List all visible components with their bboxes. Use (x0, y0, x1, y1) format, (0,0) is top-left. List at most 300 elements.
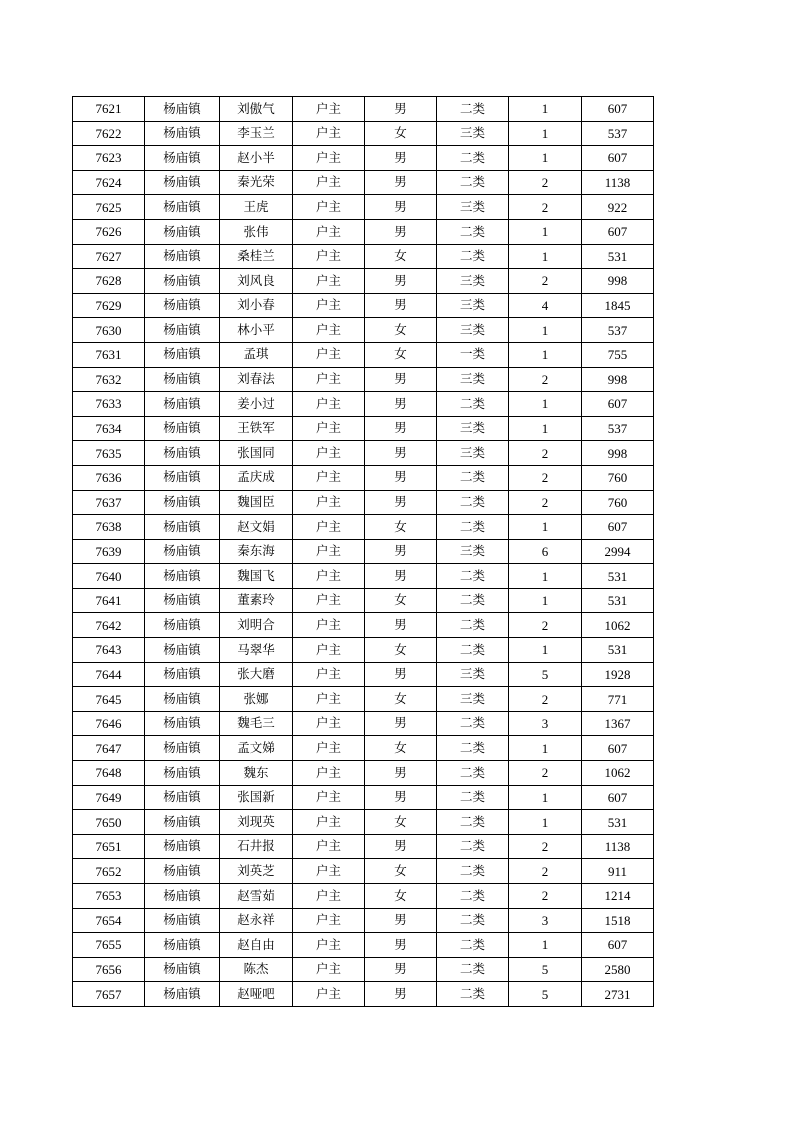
relation-cell: 户主 (293, 367, 365, 392)
household-size-cell: 1 (509, 785, 582, 810)
name-cell: 赵永祥 (220, 908, 293, 933)
gender-cell: 男 (365, 465, 437, 490)
town-cell: 杨庙镇 (145, 195, 220, 220)
category-cell: 三类 (437, 293, 509, 318)
town-cell: 杨庙镇 (145, 515, 220, 540)
category-cell: 二类 (437, 392, 509, 417)
gender-cell: 男 (365, 97, 437, 122)
town-cell: 杨庙镇 (145, 465, 220, 490)
relation-cell: 户主 (293, 810, 365, 835)
amount-cell: 531 (582, 244, 654, 269)
town-cell: 杨庙镇 (145, 146, 220, 171)
household-size-cell: 4 (509, 293, 582, 318)
table-row (73, 465, 654, 490)
table-row (73, 318, 654, 343)
category-cell: 二类 (437, 588, 509, 613)
town-cell: 杨庙镇 (145, 490, 220, 515)
table-row (73, 810, 654, 835)
gender-cell: 男 (365, 662, 437, 687)
town-cell: 杨庙镇 (145, 219, 220, 244)
record-number-cell: 7625 (73, 195, 145, 220)
gender-cell: 男 (365, 761, 437, 786)
table-row (73, 884, 654, 909)
town-cell: 杨庙镇 (145, 785, 220, 810)
category-cell: 二类 (437, 515, 509, 540)
name-cell: 魏国臣 (220, 490, 293, 515)
relation-cell: 户主 (293, 490, 365, 515)
gender-cell: 男 (365, 613, 437, 638)
amount-cell: 1928 (582, 662, 654, 687)
household-size-cell: 1 (509, 588, 582, 613)
gender-cell: 男 (365, 711, 437, 736)
household-size-cell: 2 (509, 613, 582, 638)
name-cell: 王铁军 (220, 416, 293, 441)
household-size-cell: 6 (509, 539, 582, 564)
category-cell: 二类 (437, 884, 509, 909)
name-cell: 魏东 (220, 761, 293, 786)
relation-cell: 户主 (293, 465, 365, 490)
record-number-cell: 7647 (73, 736, 145, 761)
gender-cell: 男 (365, 982, 437, 1007)
table-row (73, 662, 654, 687)
name-cell: 孟琪 (220, 342, 293, 367)
record-number-cell: 7650 (73, 810, 145, 835)
amount-cell: 1367 (582, 711, 654, 736)
table-row (73, 416, 654, 441)
record-number-cell: 7657 (73, 982, 145, 1007)
household-size-cell: 1 (509, 318, 582, 343)
town-cell: 杨庙镇 (145, 662, 220, 687)
name-cell: 马翠华 (220, 638, 293, 663)
record-number-cell: 7648 (73, 761, 145, 786)
category-cell: 三类 (437, 195, 509, 220)
table-row (73, 564, 654, 589)
category-cell: 二类 (437, 146, 509, 171)
gender-cell: 男 (365, 441, 437, 466)
name-cell: 秦东海 (220, 539, 293, 564)
relation-cell: 户主 (293, 711, 365, 736)
relation-cell: 户主 (293, 933, 365, 958)
relation-cell: 户主 (293, 392, 365, 417)
category-cell: 一类 (437, 342, 509, 367)
amount-cell: 537 (582, 121, 654, 146)
household-size-cell: 2 (509, 834, 582, 859)
amount-cell: 1138 (582, 834, 654, 859)
relation-cell: 户主 (293, 244, 365, 269)
record-number-cell: 7641 (73, 588, 145, 613)
gender-cell: 男 (365, 195, 437, 220)
relation-cell: 户主 (293, 539, 365, 564)
amount-cell: 911 (582, 859, 654, 884)
town-cell: 杨庙镇 (145, 613, 220, 638)
category-cell: 二类 (437, 465, 509, 490)
household-size-cell: 5 (509, 957, 582, 982)
relation-cell: 户主 (293, 884, 365, 909)
table-row (73, 219, 654, 244)
household-size-cell: 2 (509, 195, 582, 220)
record-number-cell: 7652 (73, 859, 145, 884)
category-cell: 二类 (437, 170, 509, 195)
amount-cell: 607 (582, 933, 654, 958)
household-size-cell: 1 (509, 638, 582, 663)
amount-cell: 1214 (582, 884, 654, 909)
relation-cell: 户主 (293, 97, 365, 122)
name-cell: 张大磨 (220, 662, 293, 687)
category-cell: 二类 (437, 219, 509, 244)
category-cell: 二类 (437, 982, 509, 1007)
table-row (73, 859, 654, 884)
household-size-cell: 1 (509, 342, 582, 367)
table-row (73, 761, 654, 786)
gender-cell: 女 (365, 121, 437, 146)
table-row (73, 539, 654, 564)
name-cell: 张国同 (220, 441, 293, 466)
household-size-cell: 2 (509, 761, 582, 786)
amount-cell: 2580 (582, 957, 654, 982)
category-cell: 三类 (437, 416, 509, 441)
gender-cell: 男 (365, 564, 437, 589)
name-cell: 张娜 (220, 687, 293, 712)
category-cell: 二类 (437, 908, 509, 933)
amount-cell: 607 (582, 97, 654, 122)
relation-cell: 户主 (293, 564, 365, 589)
record-number-cell: 7645 (73, 687, 145, 712)
name-cell: 刘明合 (220, 613, 293, 638)
household-size-cell: 1 (509, 219, 582, 244)
name-cell: 刘春法 (220, 367, 293, 392)
name-cell: 赵自由 (220, 933, 293, 958)
category-cell: 三类 (437, 687, 509, 712)
town-cell: 杨庙镇 (145, 761, 220, 786)
household-size-cell: 2 (509, 367, 582, 392)
table-row (73, 195, 654, 220)
category-cell: 三类 (437, 441, 509, 466)
amount-cell: 760 (582, 465, 654, 490)
amount-cell: 998 (582, 441, 654, 466)
record-number-cell: 7656 (73, 957, 145, 982)
relation-cell: 户主 (293, 416, 365, 441)
gender-cell: 女 (365, 687, 437, 712)
amount-cell: 998 (582, 269, 654, 294)
amount-cell: 1062 (582, 613, 654, 638)
gender-cell: 男 (365, 539, 437, 564)
table-row (73, 785, 654, 810)
household-size-cell: 1 (509, 146, 582, 171)
name-cell: 孟文娣 (220, 736, 293, 761)
gender-cell: 男 (365, 416, 437, 441)
name-cell: 姜小过 (220, 392, 293, 417)
name-cell: 张伟 (220, 219, 293, 244)
record-number-cell: 7626 (73, 219, 145, 244)
category-cell: 二类 (437, 859, 509, 884)
town-cell: 杨庙镇 (145, 367, 220, 392)
gender-cell: 男 (365, 219, 437, 244)
amount-cell: 537 (582, 318, 654, 343)
name-cell: 魏毛三 (220, 711, 293, 736)
category-cell: 三类 (437, 121, 509, 146)
household-size-cell: 1 (509, 392, 582, 417)
gender-cell: 女 (365, 884, 437, 909)
record-number-cell: 7621 (73, 97, 145, 122)
amount-cell: 607 (582, 785, 654, 810)
town-cell: 杨庙镇 (145, 244, 220, 269)
table-row (73, 638, 654, 663)
amount-cell: 531 (582, 810, 654, 835)
name-cell: 刘小春 (220, 293, 293, 318)
category-cell: 二类 (437, 244, 509, 269)
relation-cell: 户主 (293, 957, 365, 982)
name-cell: 赵小半 (220, 146, 293, 171)
gender-cell: 男 (365, 170, 437, 195)
name-cell: 秦光荣 (220, 170, 293, 195)
gender-cell: 男 (365, 490, 437, 515)
relation-cell: 户主 (293, 613, 365, 638)
name-cell: 刘现英 (220, 810, 293, 835)
record-number-cell: 7654 (73, 908, 145, 933)
town-cell: 杨庙镇 (145, 588, 220, 613)
table-row (73, 244, 654, 269)
town-cell: 杨庙镇 (145, 908, 220, 933)
amount-cell: 1518 (582, 908, 654, 933)
name-cell: 张国新 (220, 785, 293, 810)
town-cell: 杨庙镇 (145, 884, 220, 909)
amount-cell: 771 (582, 687, 654, 712)
household-size-cell: 1 (509, 97, 582, 122)
name-cell: 陈杰 (220, 957, 293, 982)
relation-cell: 户主 (293, 785, 365, 810)
name-cell: 孟庆成 (220, 465, 293, 490)
category-cell: 二类 (437, 638, 509, 663)
household-size-cell: 2 (509, 441, 582, 466)
record-number-cell: 7636 (73, 465, 145, 490)
gender-cell: 女 (365, 588, 437, 613)
table-row (73, 711, 654, 736)
record-number-cell: 7623 (73, 146, 145, 171)
category-cell: 二类 (437, 810, 509, 835)
town-cell: 杨庙镇 (145, 564, 220, 589)
relation-cell: 户主 (293, 170, 365, 195)
gender-cell: 女 (365, 318, 437, 343)
table-row (73, 441, 654, 466)
table-row (73, 269, 654, 294)
relation-cell: 户主 (293, 834, 365, 859)
amount-cell: 922 (582, 195, 654, 220)
gender-cell: 女 (365, 515, 437, 540)
gender-cell: 男 (365, 293, 437, 318)
town-cell: 杨庙镇 (145, 170, 220, 195)
table-row (73, 97, 654, 122)
town-cell: 杨庙镇 (145, 441, 220, 466)
relation-cell: 户主 (293, 121, 365, 146)
table-row (73, 121, 654, 146)
gender-cell: 女 (365, 638, 437, 663)
town-cell: 杨庙镇 (145, 342, 220, 367)
town-cell: 杨庙镇 (145, 638, 220, 663)
amount-cell: 607 (582, 146, 654, 171)
gender-cell: 男 (365, 269, 437, 294)
gender-cell: 女 (365, 859, 437, 884)
amount-cell: 607 (582, 219, 654, 244)
relation-cell: 户主 (293, 293, 365, 318)
household-size-cell: 1 (509, 564, 582, 589)
name-cell: 董素玲 (220, 588, 293, 613)
table-row (73, 613, 654, 638)
table-row (73, 736, 654, 761)
table-row (73, 342, 654, 367)
category-cell: 二类 (437, 736, 509, 761)
category-cell: 二类 (437, 711, 509, 736)
name-cell: 刘傲气 (220, 97, 293, 122)
table-row (73, 908, 654, 933)
roster-table (72, 96, 654, 1007)
name-cell: 赵文娟 (220, 515, 293, 540)
category-cell: 二类 (437, 613, 509, 638)
household-size-cell: 2 (509, 490, 582, 515)
relation-cell: 户主 (293, 515, 365, 540)
household-size-cell: 1 (509, 933, 582, 958)
table-row (73, 687, 654, 712)
table-row (73, 146, 654, 171)
household-size-cell: 2 (509, 884, 582, 909)
table-row (73, 933, 654, 958)
record-number-cell: 7630 (73, 318, 145, 343)
town-cell: 杨庙镇 (145, 687, 220, 712)
table-row (73, 392, 654, 417)
amount-cell: 998 (582, 367, 654, 392)
record-number-cell: 7651 (73, 834, 145, 859)
relation-cell: 户主 (293, 908, 365, 933)
relation-cell: 户主 (293, 269, 365, 294)
category-cell: 二类 (437, 490, 509, 515)
town-cell: 杨庙镇 (145, 982, 220, 1007)
amount-cell: 531 (582, 588, 654, 613)
relation-cell: 户主 (293, 736, 365, 761)
relation-cell: 户主 (293, 342, 365, 367)
name-cell: 王虎 (220, 195, 293, 220)
town-cell: 杨庙镇 (145, 121, 220, 146)
record-number-cell: 7642 (73, 613, 145, 638)
relation-cell: 户主 (293, 441, 365, 466)
roster-body (73, 97, 654, 1007)
record-number-cell: 7639 (73, 539, 145, 564)
gender-cell: 男 (365, 392, 437, 417)
category-cell: 二类 (437, 957, 509, 982)
household-size-cell: 3 (509, 908, 582, 933)
record-number-cell: 7632 (73, 367, 145, 392)
town-cell: 杨庙镇 (145, 834, 220, 859)
relation-cell: 户主 (293, 318, 365, 343)
table-row (73, 957, 654, 982)
record-number-cell: 7638 (73, 515, 145, 540)
record-number-cell: 7655 (73, 933, 145, 958)
relation-cell: 户主 (293, 195, 365, 220)
record-number-cell: 7644 (73, 662, 145, 687)
gender-cell: 女 (365, 736, 437, 761)
relation-cell: 户主 (293, 761, 365, 786)
relation-cell: 户主 (293, 146, 365, 171)
record-number-cell: 7635 (73, 441, 145, 466)
record-number-cell: 7649 (73, 785, 145, 810)
town-cell: 杨庙镇 (145, 957, 220, 982)
town-cell: 杨庙镇 (145, 859, 220, 884)
table-row (73, 515, 654, 540)
amount-cell: 607 (582, 515, 654, 540)
gender-cell: 女 (365, 342, 437, 367)
household-size-cell: 2 (509, 269, 582, 294)
table-row (73, 170, 654, 195)
name-cell: 林小平 (220, 318, 293, 343)
record-number-cell: 7627 (73, 244, 145, 269)
relation-cell: 户主 (293, 982, 365, 1007)
amount-cell: 1138 (582, 170, 654, 195)
table-row (73, 982, 654, 1007)
table-row (73, 490, 654, 515)
town-cell: 杨庙镇 (145, 269, 220, 294)
household-size-cell: 2 (509, 859, 582, 884)
relation-cell: 户主 (293, 588, 365, 613)
amount-cell: 531 (582, 638, 654, 663)
town-cell: 杨庙镇 (145, 293, 220, 318)
gender-cell: 男 (365, 957, 437, 982)
category-cell: 二类 (437, 761, 509, 786)
record-number-cell: 7628 (73, 269, 145, 294)
record-number-cell: 7640 (73, 564, 145, 589)
record-number-cell: 7643 (73, 638, 145, 663)
amount-cell: 607 (582, 392, 654, 417)
gender-cell: 男 (365, 834, 437, 859)
gender-cell: 女 (365, 244, 437, 269)
category-cell: 三类 (437, 269, 509, 294)
household-size-cell: 1 (509, 244, 582, 269)
category-cell: 三类 (437, 318, 509, 343)
town-cell: 杨庙镇 (145, 933, 220, 958)
gender-cell: 女 (365, 810, 437, 835)
name-cell: 李玉兰 (220, 121, 293, 146)
amount-cell: 607 (582, 736, 654, 761)
household-size-cell: 1 (509, 736, 582, 761)
gender-cell: 男 (365, 908, 437, 933)
household-size-cell: 1 (509, 810, 582, 835)
category-cell: 二类 (437, 97, 509, 122)
name-cell: 桑桂兰 (220, 244, 293, 269)
record-number-cell: 7624 (73, 170, 145, 195)
town-cell: 杨庙镇 (145, 97, 220, 122)
name-cell: 刘英芝 (220, 859, 293, 884)
name-cell: 魏国飞 (220, 564, 293, 589)
amount-cell: 537 (582, 416, 654, 441)
town-cell: 杨庙镇 (145, 539, 220, 564)
household-size-cell: 1 (509, 121, 582, 146)
amount-cell: 531 (582, 564, 654, 589)
household-size-cell: 5 (509, 982, 582, 1007)
table-row (73, 367, 654, 392)
gender-cell: 男 (365, 146, 437, 171)
amount-cell: 2731 (582, 982, 654, 1007)
table-row (73, 293, 654, 318)
category-cell: 三类 (437, 367, 509, 392)
gender-cell: 男 (365, 367, 437, 392)
record-number-cell: 7622 (73, 121, 145, 146)
household-size-cell: 2 (509, 465, 582, 490)
town-cell: 杨庙镇 (145, 810, 220, 835)
category-cell: 三类 (437, 539, 509, 564)
record-number-cell: 7653 (73, 884, 145, 909)
gender-cell: 男 (365, 933, 437, 958)
relation-cell: 户主 (293, 687, 365, 712)
category-cell: 二类 (437, 564, 509, 589)
table-row (73, 588, 654, 613)
relation-cell: 户主 (293, 859, 365, 884)
